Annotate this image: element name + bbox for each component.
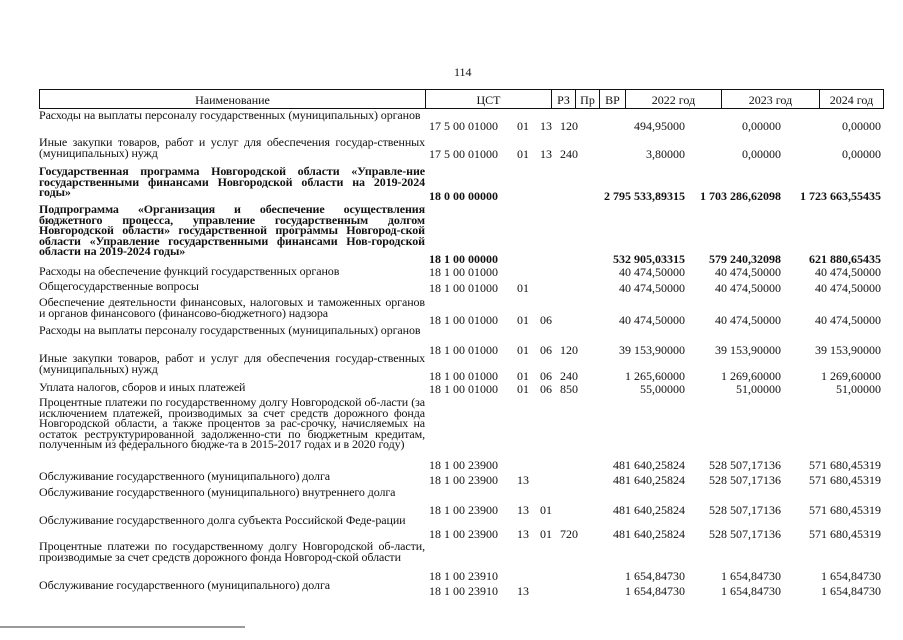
row-2022: 532 905,03315 <box>613 251 685 266</box>
table-row <box>39 515 884 539</box>
table-row <box>39 110 884 131</box>
row-cst: 18 1 00 23900 <box>429 502 498 517</box>
row-2022: 481 640,25824 <box>613 502 685 517</box>
header-rz: РЗ <box>552 90 576 108</box>
row-vr: 120 <box>560 118 578 133</box>
row-2022: 1 654,84730 <box>625 568 685 583</box>
header-pr: Пр <box>576 90 600 108</box>
table-row-program <box>39 166 884 201</box>
row-name: Расходы на обеспечение функций государственных органов <box>39 264 340 278</box>
row-2023: 40 474,50000 <box>715 280 781 295</box>
table-row <box>39 297 884 325</box>
row-2024: 1 269,60000 <box>821 368 881 383</box>
row-cst: 18 1 00 00000 <box>429 251 498 266</box>
row-2023: 528 507,17136 <box>709 457 781 472</box>
row-pr: 06 <box>540 342 552 357</box>
header-cst: ЦСТ <box>426 90 552 108</box>
row-2024: 1 723 663,55435 <box>800 188 881 203</box>
row-2023: 528 507,17136 <box>709 502 781 517</box>
header-name: Наименование <box>40 90 426 108</box>
row-2022: 481 640,25824 <box>613 472 685 487</box>
row-name: Обслуживание государственного долга субъекта Российской Феде-рации <box>39 513 406 527</box>
row-2023: 1 703 286,62098 <box>700 188 781 203</box>
row-name: Обслуживание государственного (муниципального) внутреннего долга <box>39 485 396 499</box>
row-2024: 51,00000 <box>836 381 881 396</box>
row-name: Расходы на выплаты персоналу государственных (муниципальных) органов <box>39 108 421 122</box>
row-name: Процентные платежи по государственному долгу Новгородской об-ласти, производимые за счет средств дорожного фонда Новгород-ской области <box>39 539 425 564</box>
table-row <box>39 541 884 581</box>
row-cst: 17 5 00 01000 <box>429 118 498 133</box>
row-name: Подпрограмма «Организация и обеспечение осуществления бюджетного процесса, управление государственным долгом Новгородской области» государственной программы Новгород-ской области «Управление государственными финансами Нов-городской области на 2019-2024 годы» <box>39 202 425 258</box>
row-cst: 18 1 00 23910 <box>429 583 498 598</box>
row-2024: 40 474,50000 <box>815 280 881 295</box>
row-2022: 39 153,90000 <box>619 342 685 357</box>
row-name: Обслуживание государственного (муниципального) долга <box>39 469 330 483</box>
row-2022: 40 474,50000 <box>619 312 685 327</box>
row-name: Процентные платежи по государственному долгу Новгородской об-ласти (за исключением платежей, производимых за счет средств дорожного фонда Новгородской области, а также процентов за рас-срочку, начисляемых на остаток реструктурированной задолженно-сти по бюджетным кредитам, полученным из федерального бюдже-та в 2015-2017 годах и в 2020 году) <box>39 395 425 451</box>
row-vr: 850 <box>560 381 578 396</box>
header-2024: 2024 год <box>829 93 874 107</box>
row-2022: 1 654,84730 <box>625 583 685 598</box>
row-2024: 40 474,50000 <box>815 312 881 327</box>
row-pr: 01 <box>540 502 552 517</box>
row-cst: 18 1 00 01000 <box>429 342 498 357</box>
table-row <box>39 353 884 381</box>
table-row <box>39 580 884 596</box>
row-cst: 17 5 00 01000 <box>429 146 498 161</box>
row-rz: 01 <box>517 118 529 133</box>
row-name: Иные закупки товаров, работ и услуг для обеспечения государ-ственных (муниципальных) нужд <box>39 351 425 376</box>
row-2023: 0,00000 <box>742 146 781 161</box>
scan-edge-line <box>0 626 245 628</box>
row-cst: 18 0 00 00000 <box>429 188 498 203</box>
row-2024: 1 654,84730 <box>821 568 881 583</box>
row-2022: 481 640,25824 <box>613 526 685 541</box>
row-cst: 18 1 00 01000 <box>429 312 498 327</box>
row-name: Расходы на выплаты персоналу государственных (муниципальных) органов <box>39 323 421 337</box>
row-2022: 2 795 533,89315 <box>604 188 685 203</box>
row-2023: 40 474,50000 <box>715 264 781 279</box>
header-2023: 2023 год <box>722 90 820 108</box>
row-name: Общегосударственные вопросы <box>39 279 199 293</box>
row-2023: 1 269,60000 <box>721 368 781 383</box>
row-2022: 40 474,50000 <box>619 280 685 295</box>
row-vr: 720 <box>560 526 578 541</box>
row-2023: 1 654,84730 <box>721 568 781 583</box>
row-2024: 571 680,45319 <box>809 526 881 541</box>
row-rz: 01 <box>517 368 529 383</box>
row-vr: 120 <box>560 342 578 357</box>
row-rz: 01 <box>517 381 529 396</box>
row-cst: 18 1 00 01000 <box>429 280 498 295</box>
row-2023: 0,00000 <box>742 118 781 133</box>
row-cst: 18 1 00 23910 <box>429 568 498 583</box>
row-2024: 571 680,45319 <box>809 502 881 517</box>
row-2024: 40 474,50000 <box>815 264 881 279</box>
row-pr: 06 <box>540 381 552 396</box>
header-vr: ВР <box>600 90 626 108</box>
row-2023: 528 507,17136 <box>709 472 781 487</box>
row-2024: 621 880,65435 <box>809 251 881 266</box>
row-pr: 13 <box>540 146 552 161</box>
row-pr: 06 <box>540 368 552 383</box>
row-rz: 13 <box>517 583 529 598</box>
row-rz: 01 <box>517 280 529 295</box>
row-name: Обеспечение деятельности финансовых, налоговых и таможенных органов и органов финансового (финансово-бюджетного) надзора <box>39 295 425 320</box>
table-row <box>39 397 884 470</box>
table-row <box>39 137 884 159</box>
header-2022: 2022 год <box>626 90 722 108</box>
row-2024: 1 654,84730 <box>821 583 881 598</box>
table-row <box>39 281 884 293</box>
table-row <box>39 266 884 277</box>
row-2024: 571 680,45319 <box>809 457 881 472</box>
row-rz: 01 <box>517 146 529 161</box>
row-2022: 481 640,25824 <box>613 457 685 472</box>
row-vr: 240 <box>560 146 578 161</box>
row-2023: 528 507,17136 <box>709 526 781 541</box>
row-rz: 01 <box>517 342 529 357</box>
row-rz: 13 <box>517 526 529 541</box>
row-name: Уплата налогов, сборов и иных платежей <box>39 380 246 394</box>
row-2022: 1 265,60000 <box>625 368 685 383</box>
row-cst: 18 1 00 01000 <box>429 264 498 279</box>
page-number: 114 <box>454 65 472 79</box>
table-row <box>39 471 884 485</box>
row-cst: 18 1 00 01000 <box>429 368 498 383</box>
table-row-subprogram <box>39 204 884 264</box>
row-name: Иные закупки товаров, работ и услуг для обеспечения государ-ственных (муниципальных) нужд <box>39 135 425 160</box>
row-cst: 18 1 00 23900 <box>429 472 498 487</box>
row-2022: 494,95000 <box>634 118 685 133</box>
row-2024: 0,00000 <box>842 118 881 133</box>
row-pr: 01 <box>540 526 552 541</box>
row-rz: 13 <box>517 502 529 517</box>
row-pr: 06 <box>540 312 552 327</box>
table-row <box>39 382 884 394</box>
row-rz: 01 <box>517 312 529 327</box>
row-2022: 3,80000 <box>646 146 685 161</box>
row-2022: 55,00000 <box>640 381 685 396</box>
row-2022: 40 474,50000 <box>619 264 685 279</box>
row-rz: 13 <box>517 472 529 487</box>
row-2023: 40 474,50000 <box>715 312 781 327</box>
row-cst: 18 1 00 23900 <box>429 526 498 541</box>
row-name: Государственная программа Новгородской области «Управле-ние государственными финансами Новгородской области на 2019-2024 годы» <box>39 164 425 199</box>
table-header <box>39 89 884 109</box>
row-2023: 39 153,90000 <box>715 342 781 357</box>
row-cst: 18 1 00 01000 <box>429 381 498 396</box>
row-2023: 1 654,84730 <box>721 583 781 598</box>
row-2023: 579 240,32098 <box>709 251 781 266</box>
row-2024: 571 680,45319 <box>809 472 881 487</box>
row-2024: 0,00000 <box>842 146 881 161</box>
row-name: Обслуживание государственного (муниципального) долга <box>39 578 330 592</box>
row-vr: 240 <box>560 368 578 383</box>
table-row <box>39 487 884 515</box>
row-cst: 18 1 00 23900 <box>429 457 498 472</box>
row-2023: 51,00000 <box>736 381 781 396</box>
row-2024: 39 153,90000 <box>815 342 881 357</box>
row-pr: 13 <box>540 118 552 133</box>
